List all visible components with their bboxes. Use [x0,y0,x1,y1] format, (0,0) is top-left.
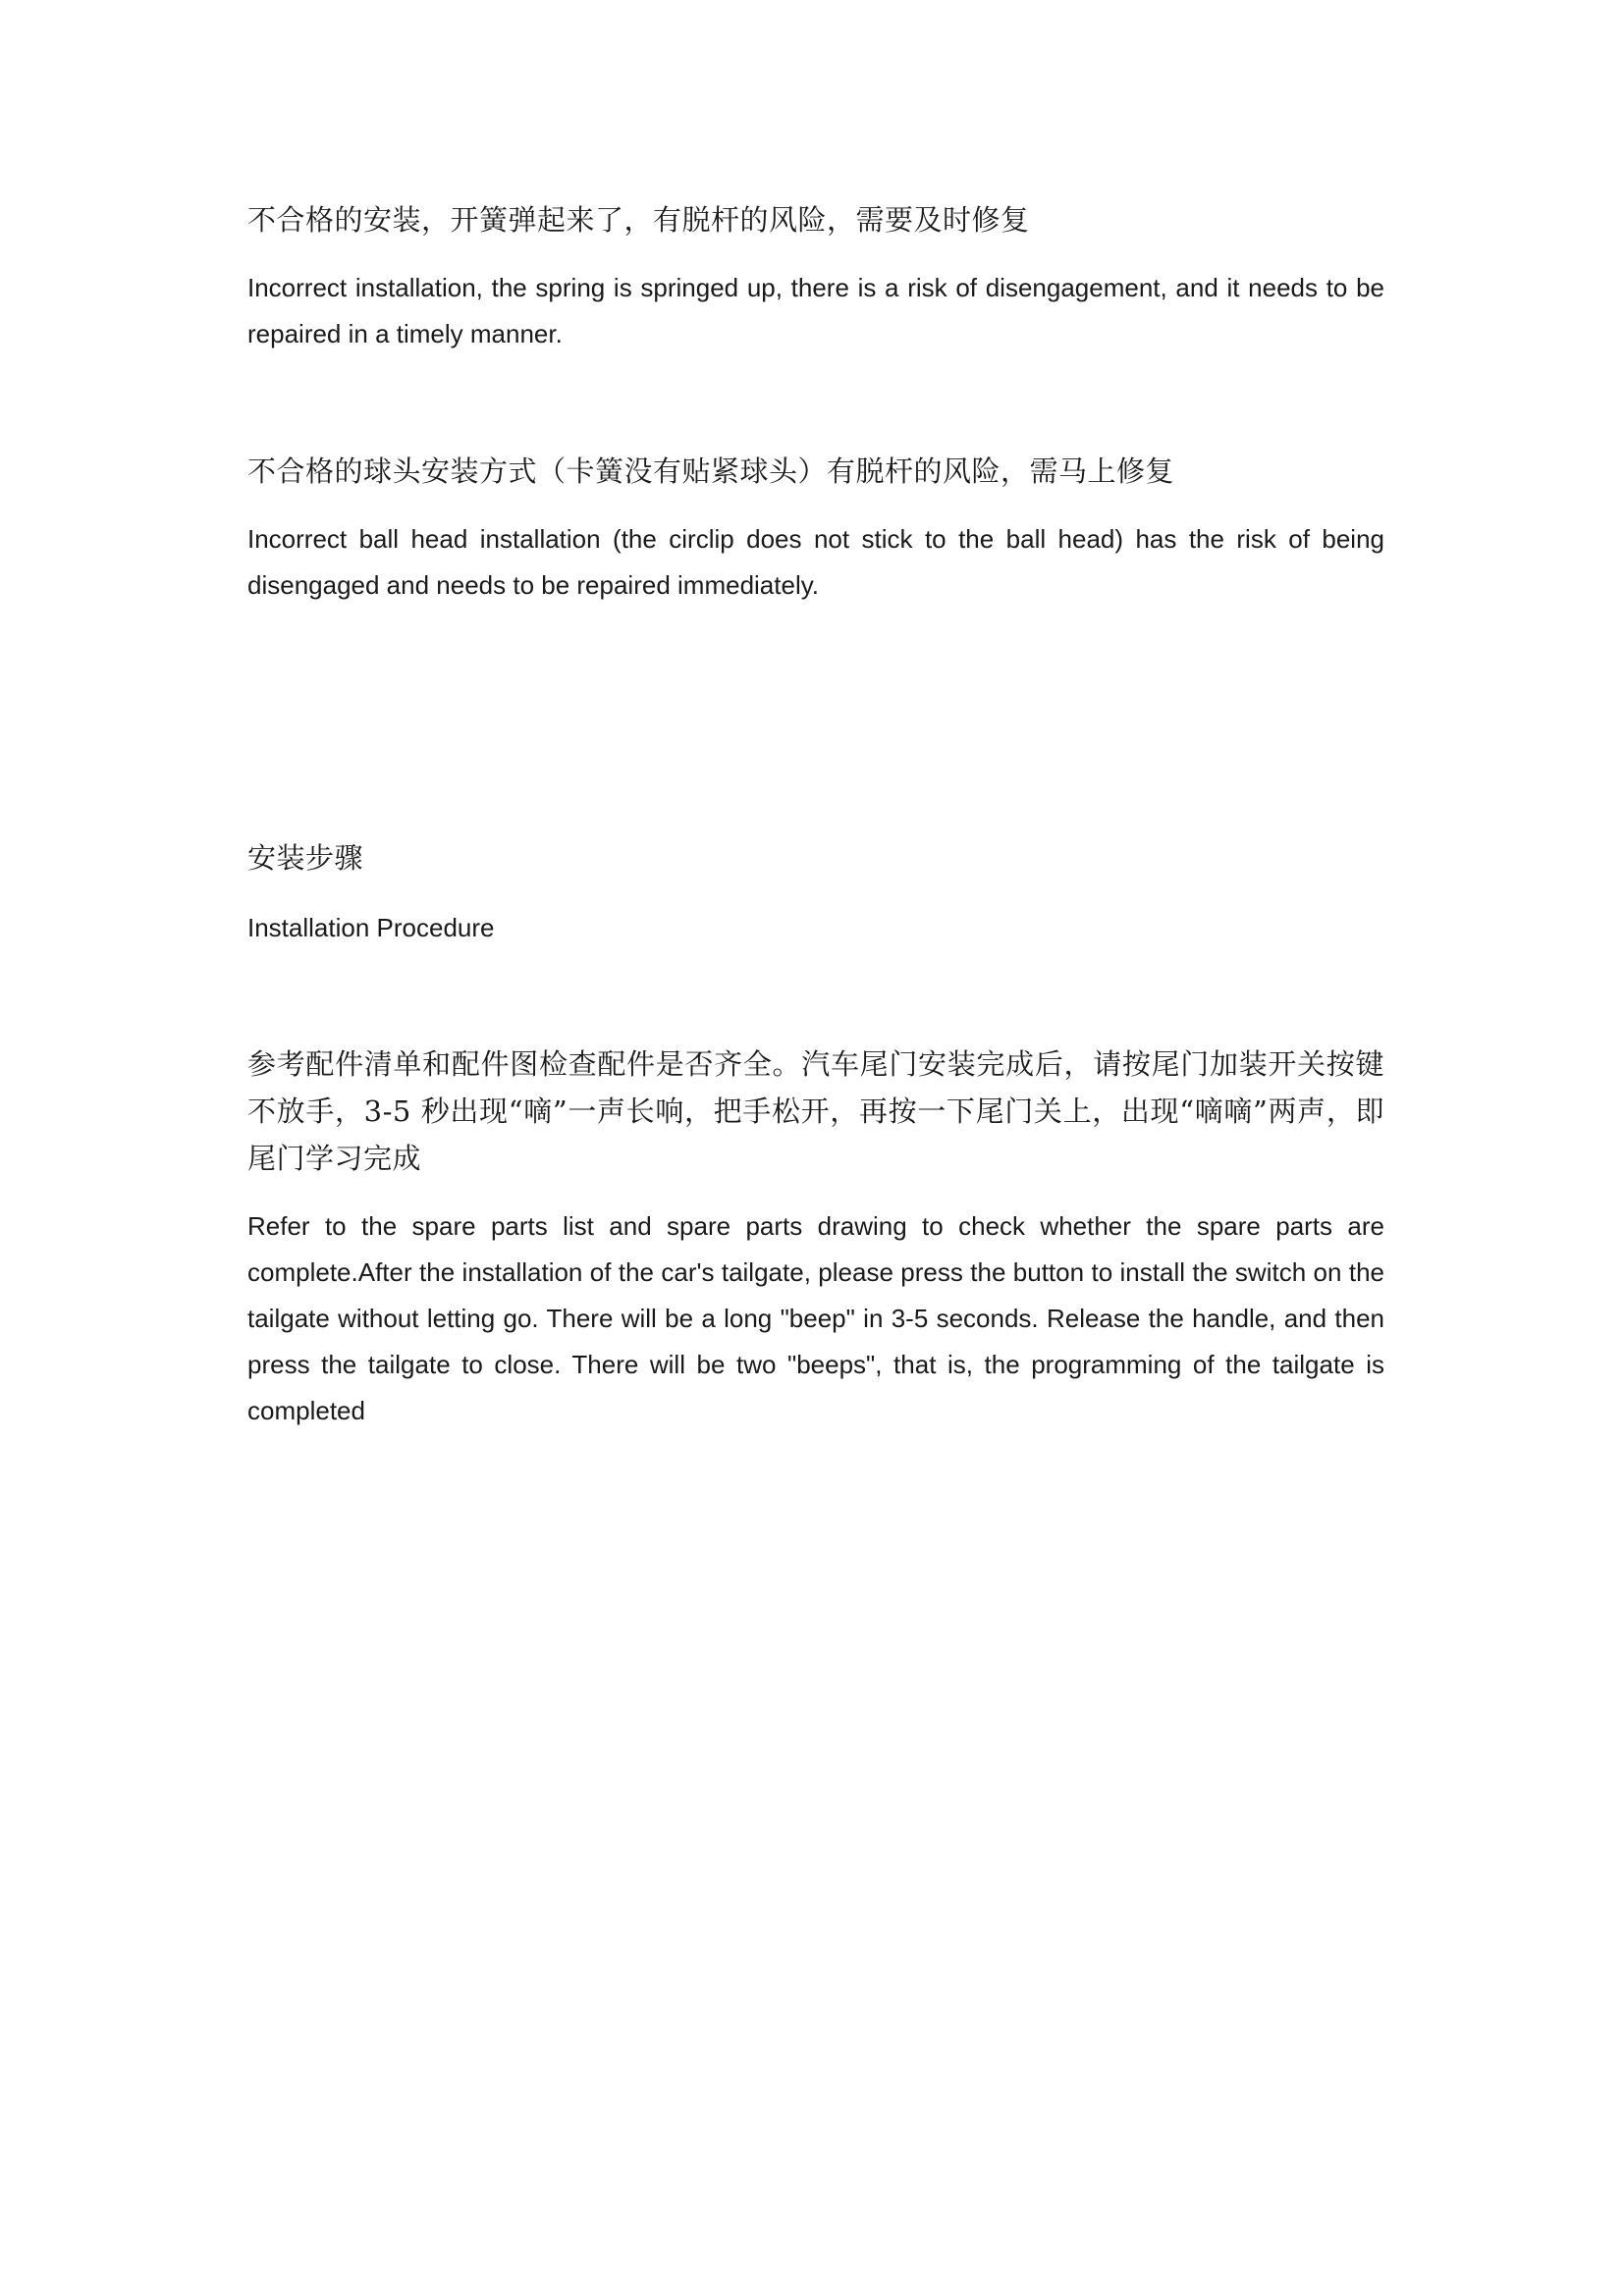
section2-chinese-text: 不合格的球头安装方式（卡簧没有贴紧球头）有脱杆的风险，需马上修复 [247,454,1175,488]
section3-english-heading: Installation Procedure [247,913,495,942]
section4-chinese-text: 参考配件清单和配件图检查配件是否齐全。汽车尾门安装完成后，请按尾门加装开关按键不放手，3-5 秒出现“嘀”一声长响，把手松开，再按一下尾门关上，出现“嘀嘀”两声，即尾门学习完成 [247,1047,1384,1175]
section4-english-text: Refer to the spare parts list and spare parts drawing to check whether the spare parts are complete.After the installation of the car's tailgate, please press the button to install the switch on the tailgate without letting go. There will be a long "beep" in 3-5 seconds. Release the handle, and then press the tailgate to close. There will be two "beeps", that is, the programming of the tailgate is completed [247,1211,1384,1425]
section3-chinese-heading: 安装步骤 [247,841,364,875]
section1-chinese-text: 不合格的安装，开簧弹起来了，有脱杆的风险，需要及时修复 [247,203,1030,237]
section2-english-text: Incorrect ball head installation (the circlip does not stick to the ball head) has the risk of being disengaged and needs to be repaired immediately. [247,524,1384,600]
section1-english-text: Incorrect installation, the spring is springed up, there is a risk of disengagement, and it needs to be repaired in a timely manner. [247,273,1384,348]
